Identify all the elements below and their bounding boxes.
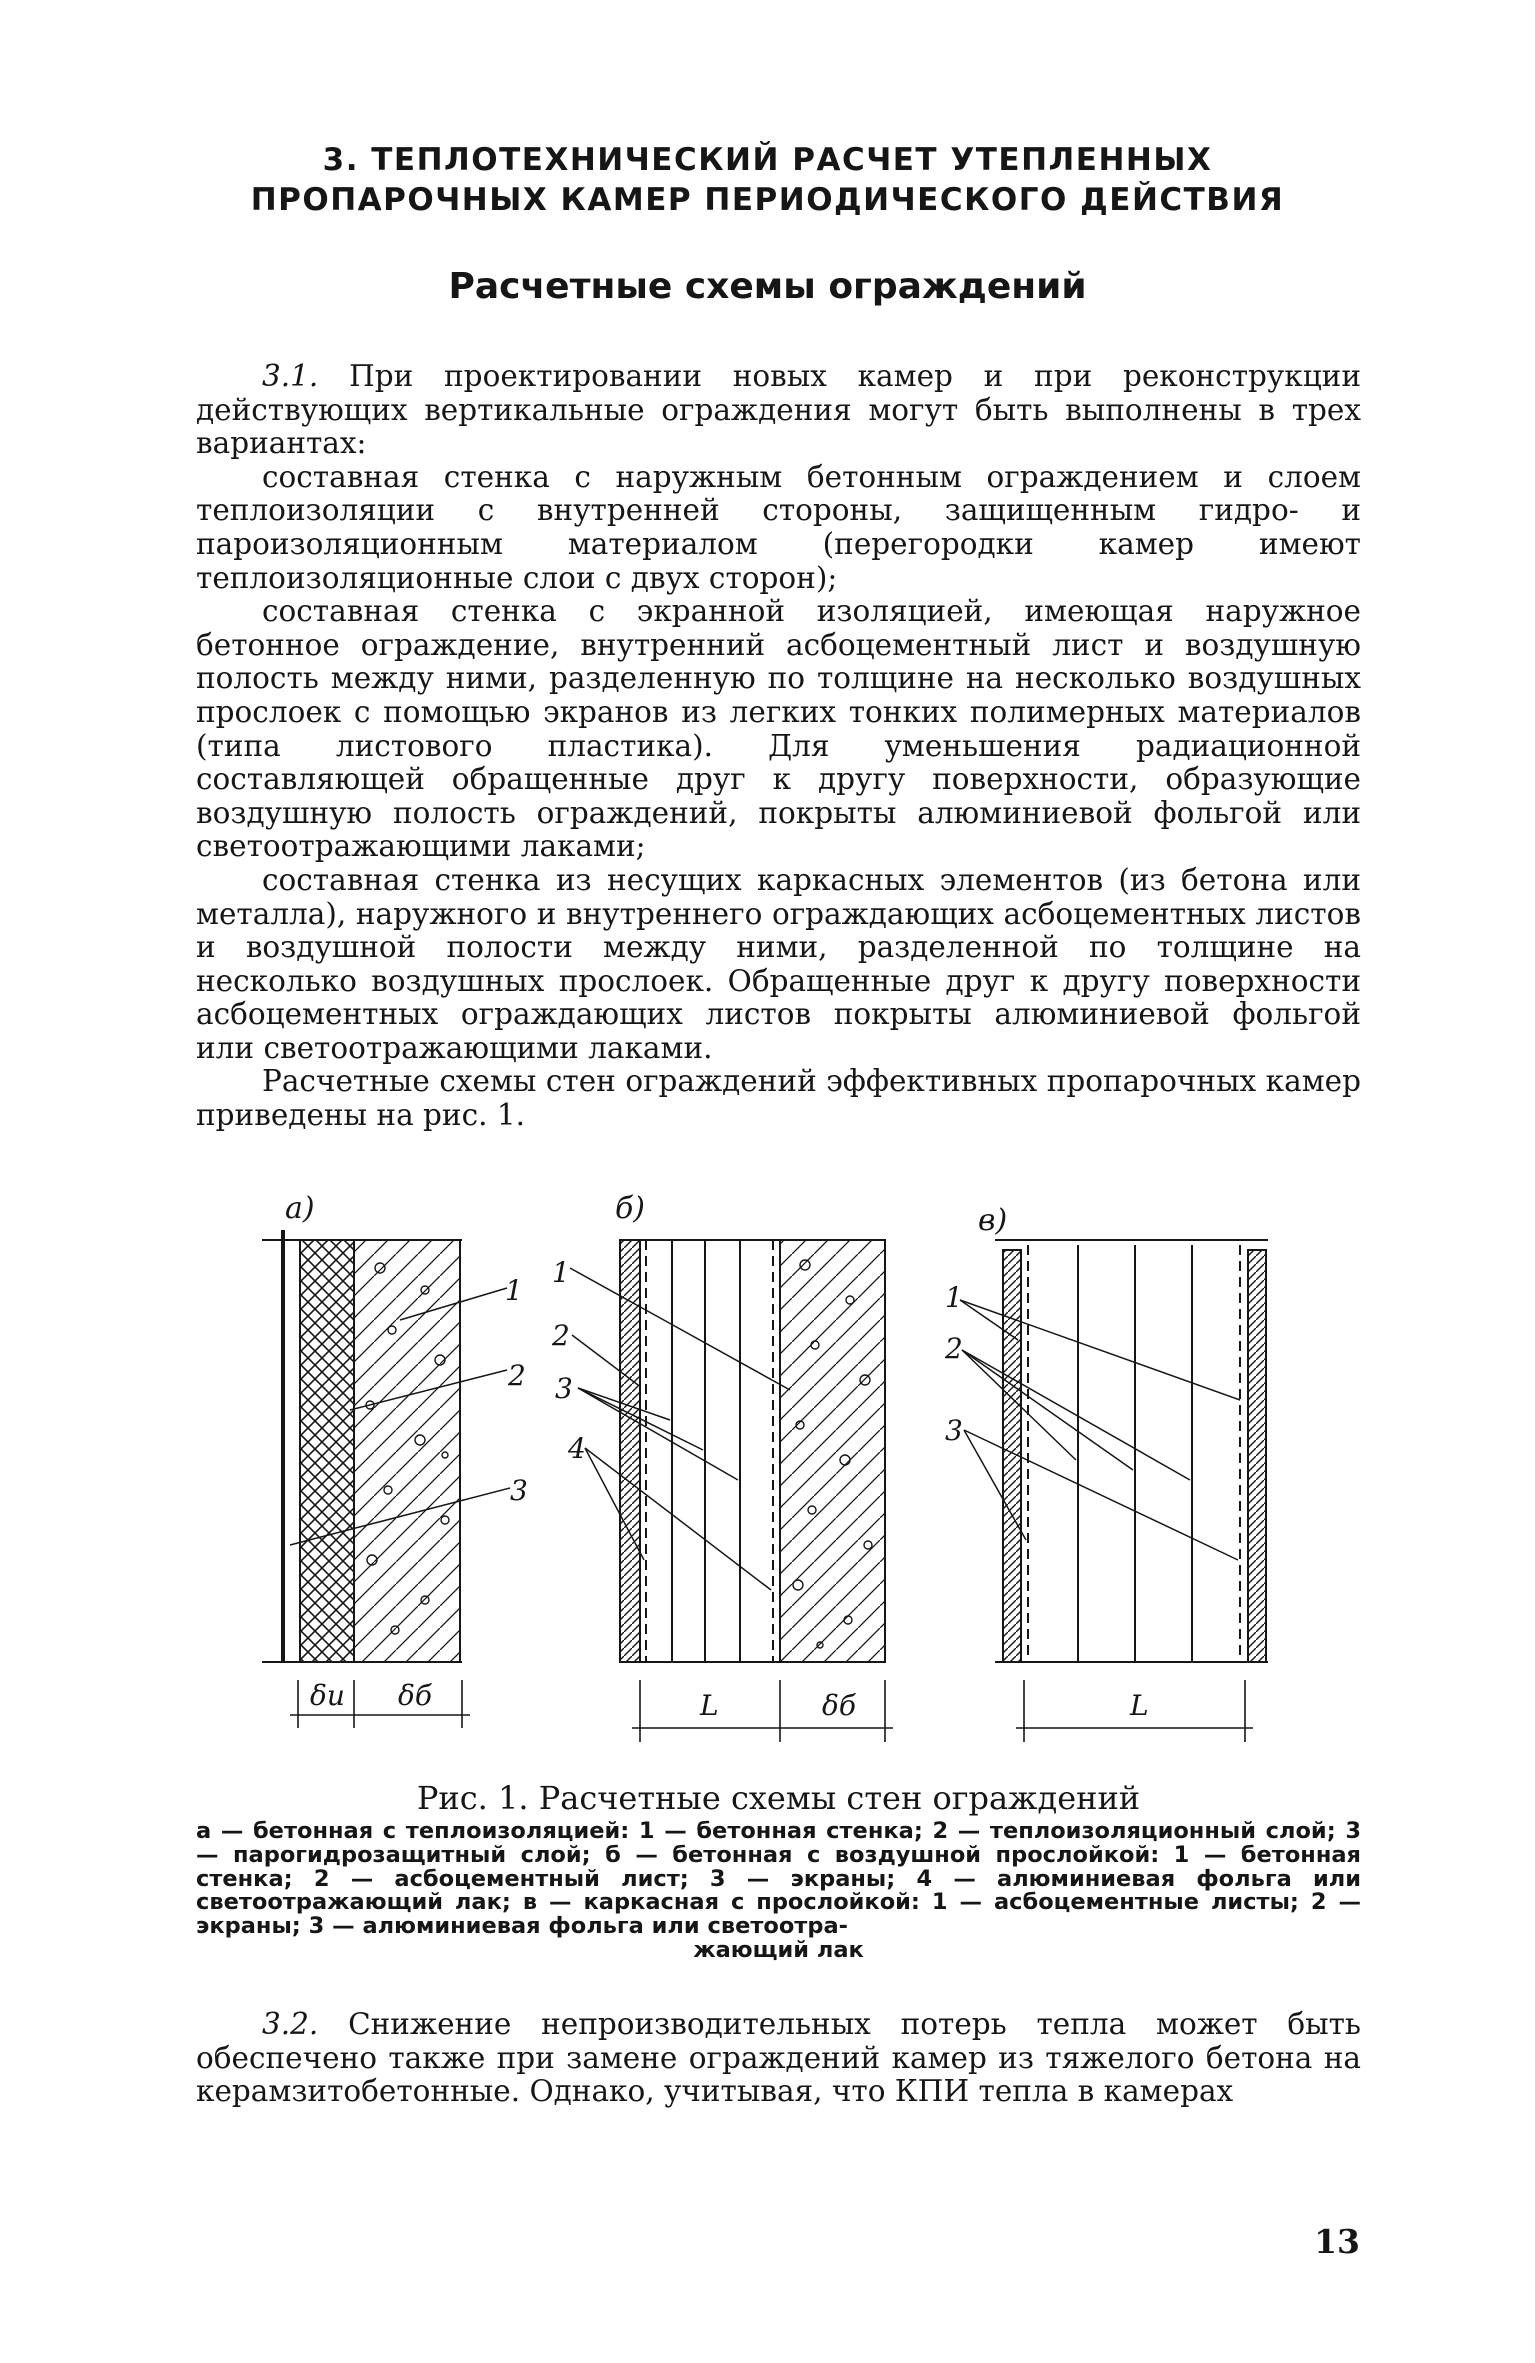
scheme-b-asbestos-sheet [620, 1240, 640, 1662]
paragraph-variant-2: составная стенка с экранной изоляцией, имеющая наружное бетонное ограждение, внутренний асбоцементный лист и воздушную полость между ними, разделенную по толщине на несколько воздушных прослоек с помощью экранов из легких тонких полимерных материалов (типа листового пластика). Для уменьшения радиационной составляющей обращенные друг к другу поверхности, образующие воздушную полость ограждений, покрыты алюминиевой фольгой или светоотражающими лаками; [196, 594, 1361, 864]
scheme-b-leader-1 [570, 1268, 790, 1390]
paragraph-3-2 [196, 2008, 1361, 2109]
paragraph-variant-1: составная стенка с наружным бетонным ограждением и слоем теплоизоляции с внутренней стороны, защищенным гидро- и пароизоляционным материалом (перегородки камер имеют теплоизоляционные слои с двух сторон); [196, 459, 1361, 595]
scheme-a-concrete-wall [354, 1240, 460, 1662]
scheme-b-leader-4b [585, 1448, 771, 1590]
scheme-v-callout-3: 3 [945, 1414, 963, 1447]
scheme-a [262, 1191, 528, 1728]
scheme-b-callout-1: 1 [552, 1256, 570, 1289]
paragraph-variant-3: составная стенка из несущих каркасных элементов (из бетона или металла), наружного и внутреннего ограждающих асбоцементных листов и воздушной полости между ними, разделенной по толщине на несколько воздушных прослоек. Обращенные друг к другу поверхности асбоцементных ограждающих листов покрыты алюминиевой фольгой или светоотражающими лаками. [196, 862, 1361, 1065]
scheme-v-leader-2b [962, 1350, 1133, 1470]
scheme-v-callout-2: 2 [945, 1332, 963, 1365]
scheme-b-callout-3: 3 [555, 1372, 573, 1405]
scheme-v-label: в) [978, 1203, 1008, 1238]
scheme-b-dim-concrete: δб [822, 1689, 856, 1722]
paragraph-3-1-text: При проектировании новых камер и при реконструкции действующих вертикальные ограждения могут быть выполнены в трех вариантах: [196, 359, 1361, 461]
page-number: 13 [1314, 2222, 1360, 2261]
scheme-v-callout-1: 1 [945, 1281, 963, 1314]
scheme-a-dim-insulation: δи [310, 1679, 345, 1712]
figure-caption-text [196, 1820, 1361, 1963]
scheme-v-dim-cavity: L [1130, 1689, 1149, 1722]
scheme-a-label: a) [285, 1191, 315, 1226]
scheme-a-callout-3: 3 [510, 1474, 528, 1507]
figure-caption-body: а — бетонная с теплоизоляцией: 1 — бетонная стенка; 2 — теплоизоляционный слой; 3 — парогидрозащитный слой; б — бетонная с воздушной прослойкой: 1 — бетонная стенка; 2 — асбоцементный лист; 3 — экраны; 4 — алюминиевая фольга или светоотражающий лак; в — каркасная с прослойкой: 1 — асбоцементные листы; 2 — экраны; 3 — алюминиевая фольга или светоотра- [196, 1818, 1361, 1940]
paragraph-3-2-text: Снижение непроизводительных потерь тепла может быть обеспечено также при замене ограждений камер из тяжелого бетона на керамзитобетонные. Однако, учитывая, что КПИ тепла в камерах [196, 2007, 1361, 2109]
scheme-b-callout-2: 2 [552, 1319, 570, 1352]
scheme-b-concrete-wall [780, 1240, 885, 1662]
scheme-b [551, 1191, 893, 1742]
paragraph-schemes: Расчетные схемы стен ограждений эффективных пропарочных камер приведены на рис. 1. [196, 1064, 1361, 1133]
scheme-a-callout-2: 2 [508, 1359, 526, 1392]
scheme-a-insulation-layer [300, 1240, 354, 1662]
scheme-v [944, 1203, 1268, 1742]
paragraph-3-2-number: 3.2. [262, 2007, 319, 2041]
paragraph-3-1-number: 3.1. [262, 359, 319, 393]
section-subtitle: Расчетные схемы ограждений [448, 266, 1087, 307]
scheme-b-callout-4: 4 [568, 1432, 586, 1465]
scheme-b-label: б) [615, 1191, 646, 1226]
scheme-b-dim-cavity: L [700, 1689, 719, 1722]
body-text-bottom [196, 2008, 1361, 2109]
scheme-a-dim-concrete: δб [398, 1679, 432, 1712]
section-title-line-2: ПРОПАРОЧНЫХ КАМЕР ПЕРИОДИЧЕСКОГО ДЕЙСТВИЯ [250, 182, 1285, 218]
figure-caption-title: Рис. 1. Расчетные схемы стен ограждений [416, 1779, 1141, 1817]
scheme-v-asbestos-sheet-right [1248, 1250, 1266, 1662]
section-title-line-1: 3. ТЕПЛОТЕХНИЧЕСКИЙ РАСЧЕТ УТЕПЛЕННЫХ [322, 142, 1213, 178]
figure-caption-last-line: жающий лак [693, 1936, 864, 1963]
scheme-a-callout-1: 1 [505, 1274, 523, 1307]
scheme-b-leader-3c [578, 1388, 738, 1480]
